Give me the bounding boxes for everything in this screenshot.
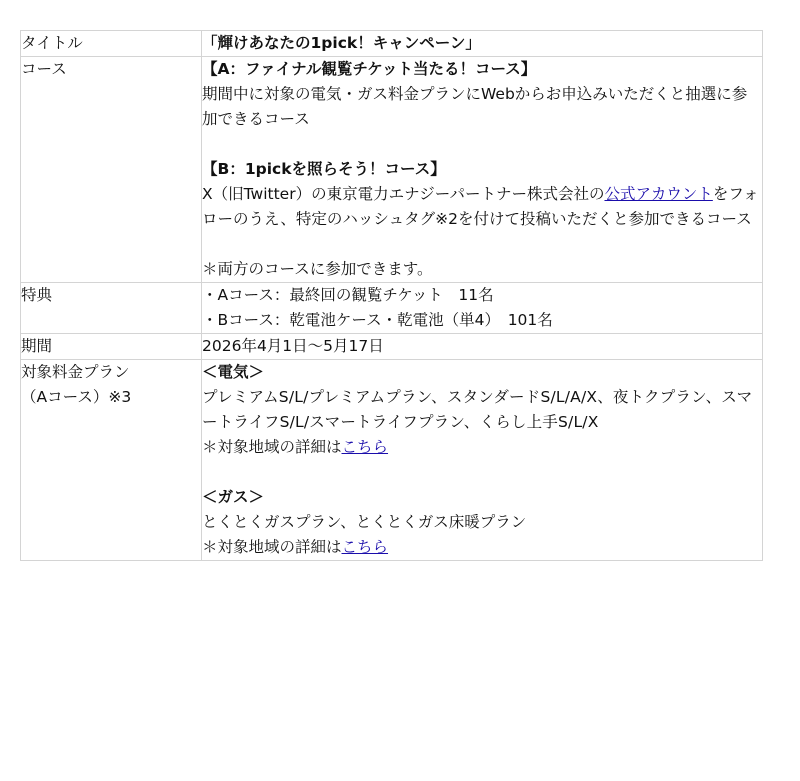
spacer bbox=[202, 460, 762, 485]
row-label-plans bbox=[21, 360, 202, 561]
benefit-item-b: ・Bコース：乾電池ケース・乾電池（単4） 101名 bbox=[202, 311, 553, 329]
course-b-text bbox=[202, 182, 762, 232]
row-label-plans-line1: 対象料金プラン bbox=[21, 363, 130, 381]
spacer bbox=[202, 132, 762, 157]
period-value: 2026年4月1日～5月17日 bbox=[202, 334, 763, 360]
electric-note-text: ＊対象地域の詳細は bbox=[202, 438, 342, 456]
table-row-course bbox=[21, 57, 763, 283]
table-row-plans bbox=[21, 360, 763, 561]
course-b-heading: 【B：1pickを照らそう！コース】 bbox=[202, 160, 446, 178]
course-b-text-before: X（旧Twitter）の東京電力エナジーパートナー株式会社の bbox=[202, 185, 605, 203]
gas-heading: ＜ガス＞ bbox=[202, 488, 265, 506]
benefit-cell bbox=[202, 283, 763, 334]
electric-area-link[interactable]: こちら bbox=[341, 438, 389, 456]
table-row-title bbox=[21, 31, 763, 57]
gas-plans-text: とくとくガスプラン、とくとくガス床暖プラン bbox=[202, 513, 527, 531]
campaign-title: 「輝けあなたの1pick！キャンペーン」 bbox=[202, 31, 763, 57]
row-label-plans-line2: （Aコース）※3 bbox=[21, 388, 132, 406]
electric-plans-text: プレミアムS/L/プレミアムプラン、スタンダードS/L/A/X、夜トクプラン、スマートライフS/L/スマートライフプラン、くらし上手S/L/X bbox=[202, 388, 753, 431]
course-cell bbox=[202, 57, 763, 283]
spacer bbox=[202, 232, 762, 257]
row-label-period: 期間 bbox=[21, 334, 202, 360]
gas-area-note bbox=[202, 535, 762, 560]
official-account-link[interactable]: 公式アカウント bbox=[604, 185, 713, 203]
row-label-benefit: 特典 bbox=[21, 283, 202, 334]
campaign-details-table bbox=[20, 30, 763, 561]
course-a-heading: 【A：ファイナル観覧チケット当たる！コース】 bbox=[202, 60, 537, 78]
table-row-period bbox=[21, 334, 763, 360]
course-a-text: 期間中に対象の電気・ガス料金プランにWebからお申込みいただくと抽選に参加できるコース bbox=[202, 85, 748, 128]
gas-note-text: ＊対象地域の詳細は bbox=[202, 538, 342, 556]
course-note: ＊両方のコースに参加できます。 bbox=[202, 260, 433, 278]
plans-cell bbox=[202, 360, 763, 561]
benefit-item-a: ・Aコース：最終回の観覧チケット 11名 bbox=[202, 286, 494, 304]
table-row-benefit bbox=[21, 283, 763, 334]
row-label-title: タイトル bbox=[21, 31, 202, 57]
gas-area-link[interactable]: こちら bbox=[341, 538, 389, 556]
electric-heading: ＜電気＞ bbox=[202, 363, 265, 381]
row-label-course: コース bbox=[21, 57, 202, 283]
course-b-text-after: をフォローのうえ、特定のハッシュタグ※2を付けて投稿いただくと参加できるコース bbox=[202, 185, 759, 228]
electric-area-note bbox=[202, 435, 762, 460]
